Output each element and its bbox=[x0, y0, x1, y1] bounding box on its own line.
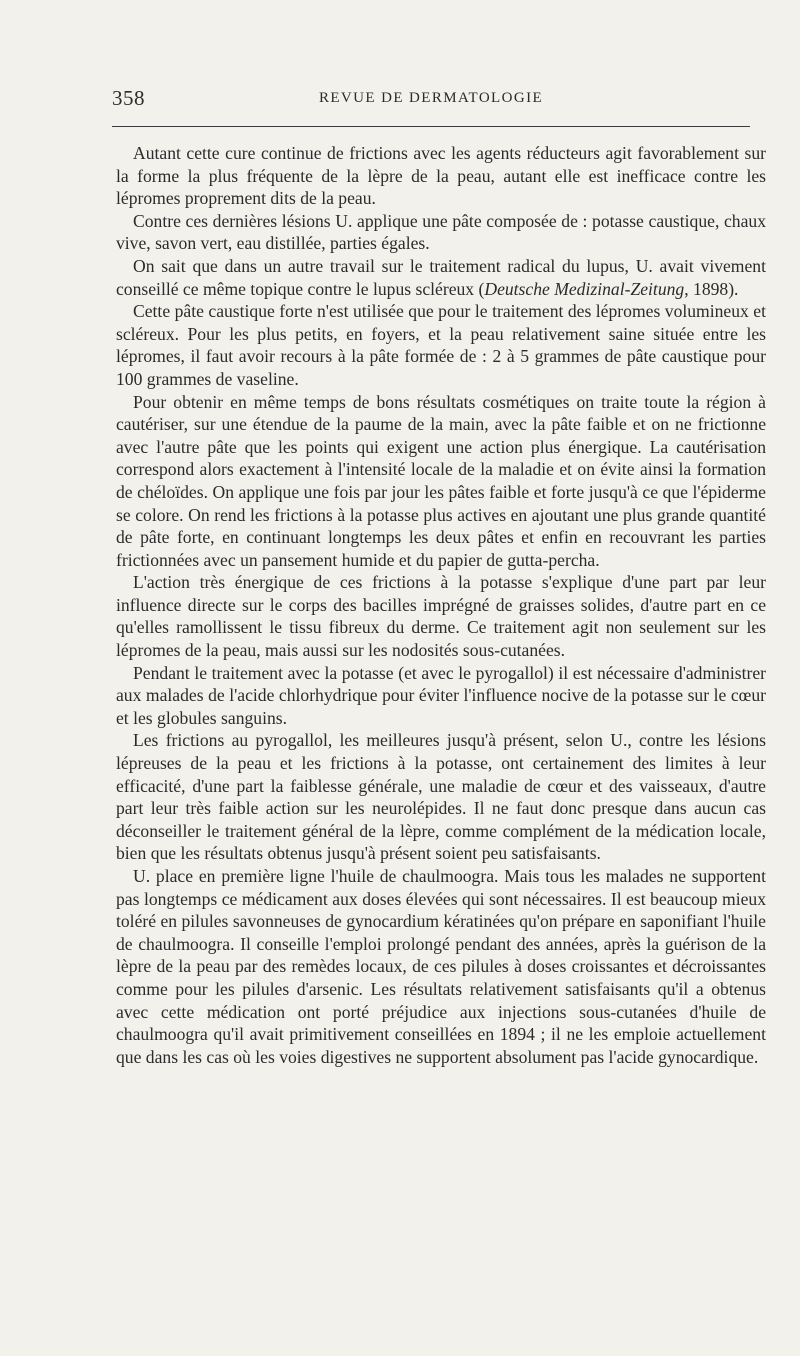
header-rule bbox=[112, 126, 750, 127]
paragraph: Contre ces dernières lésions U. applique une pâte composée de : potasse caustique, chaux vive, savon vert, eau distillée, parties égales. bbox=[116, 210, 766, 254]
paragraph: Pour obtenir en même temps de bons résultats cosmétiques on traite toute la région à cautériser, sur une étendue de la paume de la main, avec la pâte faible et on ne frictionne avec l'autre pâte que les points qui exigent une action plus énergique. La cautérisation correspond alors exactement à l'intensité locale de la maladie et on évite ainsi la formation de chéloïdes. On applique une fois par jour les pâtes faible et forte jusqu'à ce que l'épiderme se colore. On rend les frictions à la potasse plus actives en ajoutant une plus grande quantité de pâte forte, en continuant longtemps les deux pâtes et enfin en recouvrant les parties frictionnées avec un pansement humide et du papier de gutta-percha. bbox=[116, 391, 766, 570]
paragraph-text: On sait que dans un autre travail sur le traitement radical du lupus, U. avait vivement conseillé ce même topique contre le lupus scléreux ( bbox=[116, 255, 766, 299]
journal-citation: Deutsche Medizinal-Zeitung bbox=[484, 278, 685, 299]
paragraph: Autant cette cure continue de frictions avec les agents réducteurs agit favorablement sur la forme la plus fréquente de la lèpre de la peau, autant elle est inefficace contre les lépromes proprement dits de la peau. bbox=[116, 143, 766, 209]
running-title: REVUE DE DERMATOLOGIE bbox=[318, 90, 544, 106]
paragraph: Cette pâte caustique forte n'est utilisée que pour le traitement des lépromes volumineux et scléreux. Pour les plus petits, en foyers, et la peau relativement saine située entre les lépromes, il faut avoir recours à la pâte formée de : 2 à 5 grammes de pâte caustique pour 100 grammes de vaseline. bbox=[116, 301, 766, 389]
page-header bbox=[112, 86, 750, 116]
paragraph: L'action très énergique de ces frictions à la potasse s'explique d'une part par leur influence directe sur le corps des bacilles imprégné de graisses solides, d'autre part en ce qu'elles ramollissent le tissu fibreux du derme. Ce traitement agit non seulement sur les lépromes de la peau, mais aussi sur les nodosités sous-cutanées. bbox=[116, 572, 766, 661]
paragraph: Les frictions au pyrogallol, les meilleures jusqu'à présent, selon U., contre les lésions lépreuses de la peau et les frictions à la potasse, ont certainement des limites à leur efficacité, d'une part la faiblesse générale, une maladie de cœur et des vaisseaux, d'autre part leur très faible action sur les neurolépides. Il ne faut donc presque dans aucun cas déconseiller le traitement général de la lèpre, comme complément de la médication locale, bien que les résultats obtenus jusqu'à présent soient peu satisfaisants. bbox=[116, 730, 766, 864]
paragraph: U. place en première ligne l'huile de chaulmoogra. Mais tous les malades ne supportent pas longtemps ce médicament aux doses élevées qui sont nécessaires. Il est beaucoup mieux toléré en pilules savonneuses de gynocardium kératinées qu'on prépare en saponifiant l'huile de chaulmoogra. Il conseille l'emploi prolongé pendant des années, après la guérison de la lèpre de la peau par des remèdes locaux, de ces pilules à doses croissantes et décroissantes comme pour les pilules d'arsenic. Les résultats relativement satisfaisants qu'il a obtenus avec cette médication ont porté préjudice aux injections sous-cutanées d'huile de chaulmoogra qu'il avait primitivement conseillées en 1894 ; il ne les emploie actuellement que dans les cas où les voies digestives ne supportent absolument pas l'acide gynocardique. bbox=[116, 866, 766, 1067]
paragraph: Pendant le traitement avec la potasse (et avec le pyrogallol) il est nécessaire d'administrer aux malades de l'acide chlorhydrique pour éviter l'influence nocive de la potasse sur le cœur et les globules sanguins. bbox=[116, 662, 766, 728]
paragraph-text: , 1898). bbox=[684, 278, 739, 299]
paragraph-with-citation bbox=[116, 255, 766, 300]
article-body bbox=[116, 142, 766, 1068]
page-number: 358 bbox=[112, 86, 145, 110]
